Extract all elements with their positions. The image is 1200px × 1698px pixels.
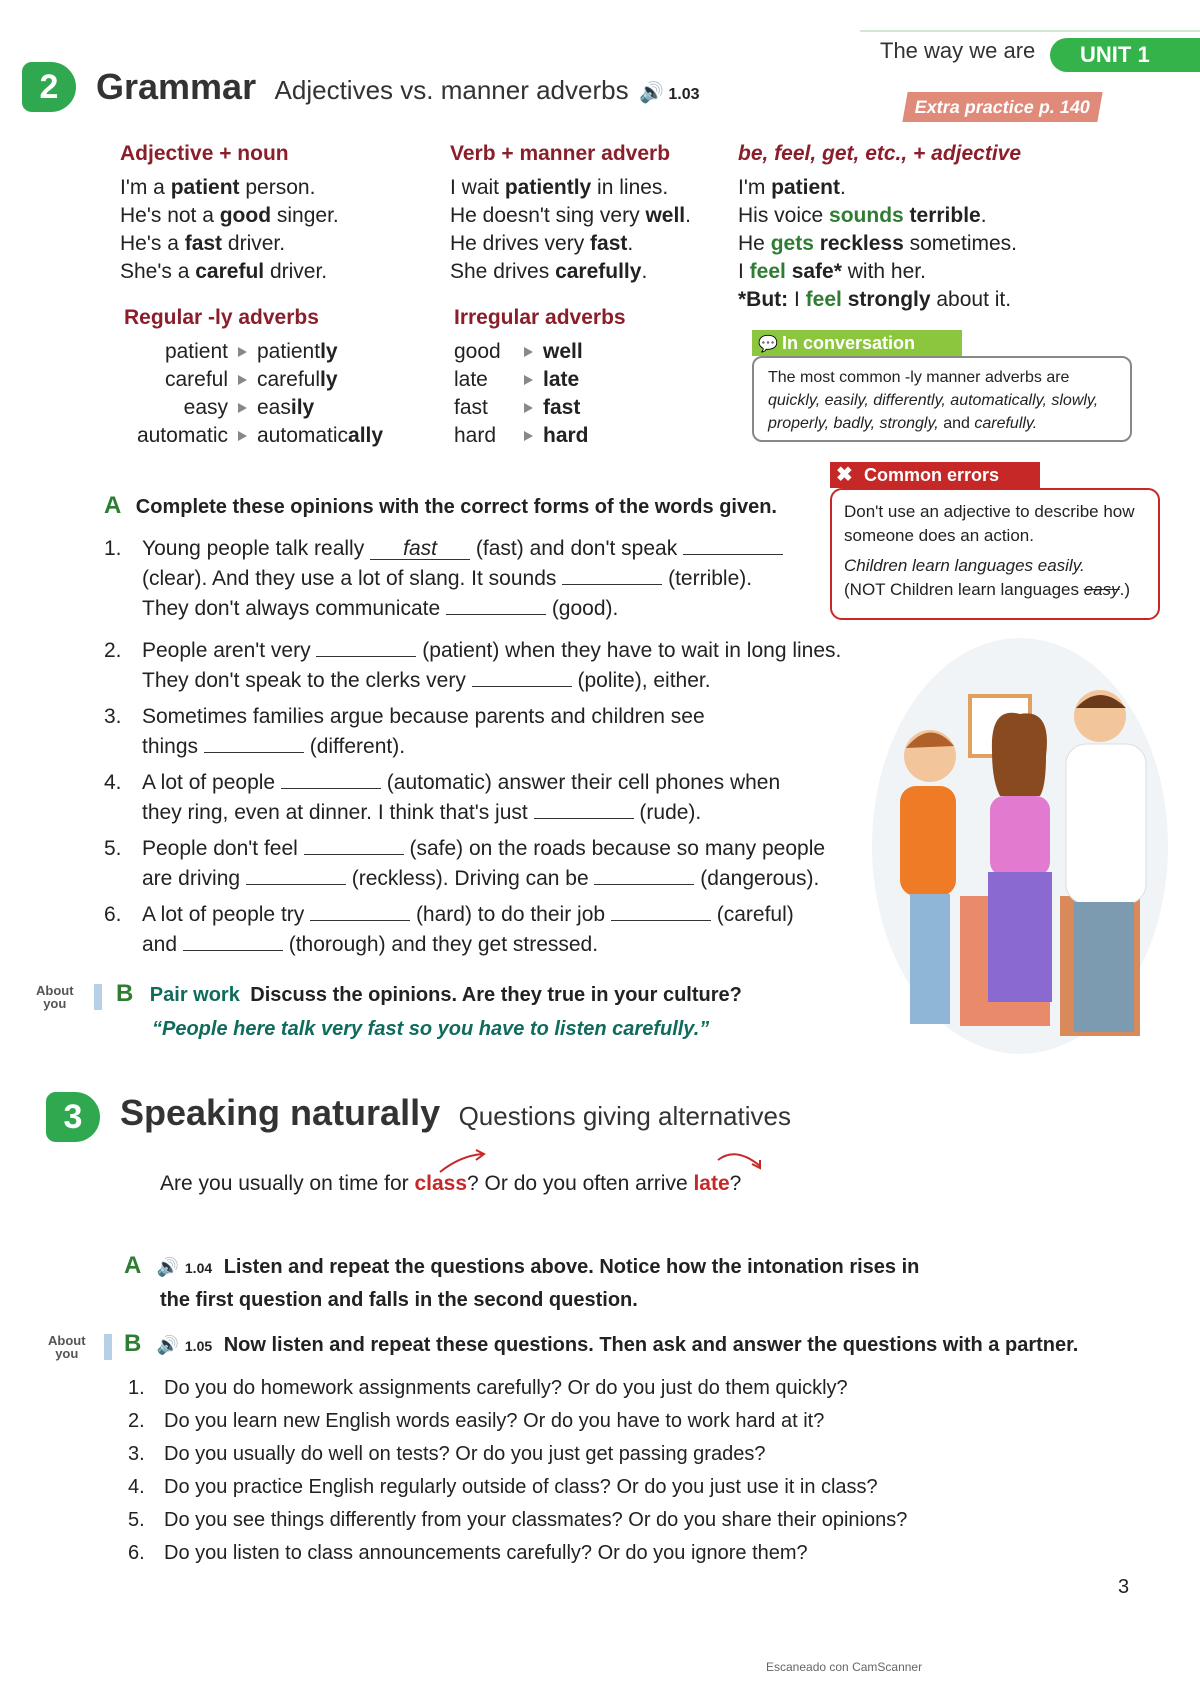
adverb-row: patient patiently [164, 340, 338, 363]
column-heading: Adjective + noun [120, 142, 289, 165]
family-illustration [870, 636, 1170, 1056]
answer-blank[interactable] [310, 900, 410, 921]
irregular-adverbs-table [454, 338, 589, 450]
answer-blank[interactable] [683, 534, 783, 555]
in-conversation-box: The most common -ly manner adverbs are quickly, easily, differently, automatically, slowly, properly, badly, strongly, and carefully. [752, 356, 1132, 442]
common-errors-box: Don't use an adjective to describe how someone does an action. Children learn languages easily. (NOT Children learn languages easy.) [830, 488, 1160, 620]
example-line: I'm patient. [738, 176, 846, 199]
about-you-bar [94, 984, 102, 1010]
example-line: I feel safe* with her. [738, 260, 926, 283]
answer-blank[interactable] [472, 666, 572, 687]
section-number-badge: 2 [22, 62, 76, 112]
arrow-right-icon [524, 403, 533, 413]
example-line: She's a careful driver. [120, 260, 328, 283]
exercise-item-3: 3. Sometimes families argue because parents and children see things (different). [104, 705, 705, 758]
exercise-b-instruction: B Pair work Discuss the opinions. Are they true in your culture? [116, 980, 742, 1007]
speaking-heading: Speaking naturally Questions giving alternatives [120, 1092, 791, 1133]
example-line: I wait patiently in lines. [450, 176, 669, 199]
answer-blank[interactable] [562, 564, 662, 585]
adverb-row: automatic automatically [136, 424, 384, 447]
arrow-right-icon [238, 347, 247, 357]
section-number-badge: 3 [46, 1092, 100, 1142]
exercise-item-6: 6. A lot of people try (hard) to do their job (careful) and (thorough) and they get stressed. [104, 900, 864, 960]
answer-blank[interactable] [281, 768, 381, 789]
exercise-a-instruction: A Complete these opinions with the correct forms of the words given. [104, 492, 777, 519]
regular-adverbs-heading: Regular -ly adverbs [124, 306, 319, 329]
exercise-item-2: 2. People aren't very (patient) when they have to wait in long lines. They don't speak to the clerks very (polite), either. [104, 636, 904, 696]
about-you-bar [104, 1334, 112, 1360]
list-item: 3. Do you usually do well on tests? Or do you just get passing grades? [128, 1443, 766, 1465]
arrow-right-icon [238, 375, 247, 385]
adverb-row: fast fast [454, 396, 581, 419]
arrow-right-icon [524, 347, 533, 357]
about-you-label: About you [48, 1333, 86, 1361]
audio-icon[interactable]: 🔊 [639, 82, 664, 104]
adverb-row: easy easily [183, 396, 315, 419]
audio-track: 1.03 [668, 86, 700, 103]
answer-blank[interactable] [246, 864, 346, 885]
answer-blank[interactable] [316, 636, 416, 657]
arrow-right-icon [524, 431, 533, 441]
regular-adverbs-table [124, 338, 383, 450]
column-heading: be, feel, get, etc., + adjective [738, 142, 1022, 165]
list-item: 2. Do you learn new English words easily? Or do you have to work hard at it? [128, 1410, 825, 1432]
adjective-noun-column [120, 142, 339, 286]
exercise-item-4: 4. A lot of people (automatic) answer their cell phones when they ring, even at dinner. I think that's just (rude). [104, 768, 804, 828]
but-line: *But: I feel strongly about it. [738, 288, 1012, 311]
answer-blank[interactable] [534, 798, 634, 819]
example-line: His voice sounds terrible. [738, 204, 987, 227]
answer-blank[interactable] [594, 864, 694, 885]
unit-tab[interactable]: UNIT 1 [1050, 38, 1200, 72]
list-item: 4. Do you practice English regularly outside of class? Or do you just use it in class? [128, 1476, 878, 1498]
irregular-adverbs-heading: Irregular adverbs [454, 306, 626, 329]
adverb-row: late late [454, 368, 580, 391]
in-conversation-tab: 💬 In conversation [752, 330, 962, 356]
error-x-icon: ✖ [836, 464, 853, 486]
common-errors-tab: ✖ Common errors [830, 462, 1040, 488]
adverb-row: good well [454, 340, 583, 363]
linking-verb-column [738, 142, 1021, 314]
audio-icon[interactable]: 🔊 [156, 1335, 180, 1355]
example-line: He's not a good singer. [120, 204, 339, 227]
example-line: He's a fast driver. [120, 232, 286, 255]
intonation-example: Are you usually on time for class? Or do you often arrive late? [160, 1172, 742, 1195]
answer-blank[interactable] [183, 930, 283, 951]
example-line: He gets reckless sometimes. [738, 232, 1017, 255]
adverb-row: hard hard [454, 424, 589, 447]
answer-blank[interactable] [446, 594, 546, 615]
unit-subtitle: The way we are [880, 38, 1036, 63]
speaking-exercise-a: A 🔊 1.04 Listen and repeat the questions above. Notice how the intonation rises in the first question and falls in the second question. [124, 1252, 920, 1311]
speech-bubble-icon: 💬 [758, 336, 778, 353]
grammar-heading [96, 66, 700, 108]
arrow-right-icon [238, 403, 247, 413]
answer-blank[interactable] [304, 834, 404, 855]
section-subtitle: Adjectives vs. manner adverbs [274, 75, 629, 105]
arrow-right-icon [524, 375, 533, 385]
list-item: 1. Do you do homework assignments carefully? Or do you just do them quickly? [128, 1377, 848, 1399]
scanner-watermark: Escaneado con CamScanner [766, 1660, 923, 1674]
about-you-label: About you [36, 983, 74, 1011]
arrow-right-icon [238, 431, 247, 441]
section-title: Grammar [96, 66, 257, 107]
audio-icon[interactable]: 🔊 [156, 1257, 180, 1277]
list-item: 6. Do you listen to class announcements carefully? Or do you ignore them? [128, 1542, 808, 1564]
answer-blank[interactable]: fast [370, 539, 470, 560]
example-line: He doesn't sing very well. [450, 204, 691, 227]
adverb-row: careful carefully [164, 368, 338, 391]
answer-blank[interactable] [611, 900, 711, 921]
list-item: 5. Do you see things differently from your classmates? Or do you share their opinions? [128, 1509, 908, 1531]
question-list [128, 1372, 907, 1570]
page-number: 3 [1118, 1576, 1130, 1598]
example-line: He drives very fast. [450, 232, 634, 255]
extra-practice-badge[interactable]: Extra practice p. 140 [902, 92, 1102, 122]
exercise-item-1: 1. Young people talk really fast (fast) and don't speak (clear). And they use a lot of slang. It sounds (terrible). They don't always communicate (good). [104, 534, 804, 624]
example-line: I'm a patient person. [120, 176, 316, 199]
example-line: She drives carefully. [450, 260, 648, 283]
verb-adverb-column [450, 142, 691, 286]
pair-work-example: “People here talk very fast so you have to listen carefully.” [152, 1018, 710, 1040]
exercise-item-5: 5. People don't feel (safe) on the roads because so many people are driving (reckless). Driving can be (dangerous). [104, 834, 864, 894]
column-heading: Verb + manner adverb [450, 142, 671, 165]
answer-blank[interactable] [204, 732, 304, 753]
speaking-exercise-b: B 🔊 1.05 Now listen and repeat these questions. Then ask and answer the questions with a partner. [124, 1330, 1079, 1357]
